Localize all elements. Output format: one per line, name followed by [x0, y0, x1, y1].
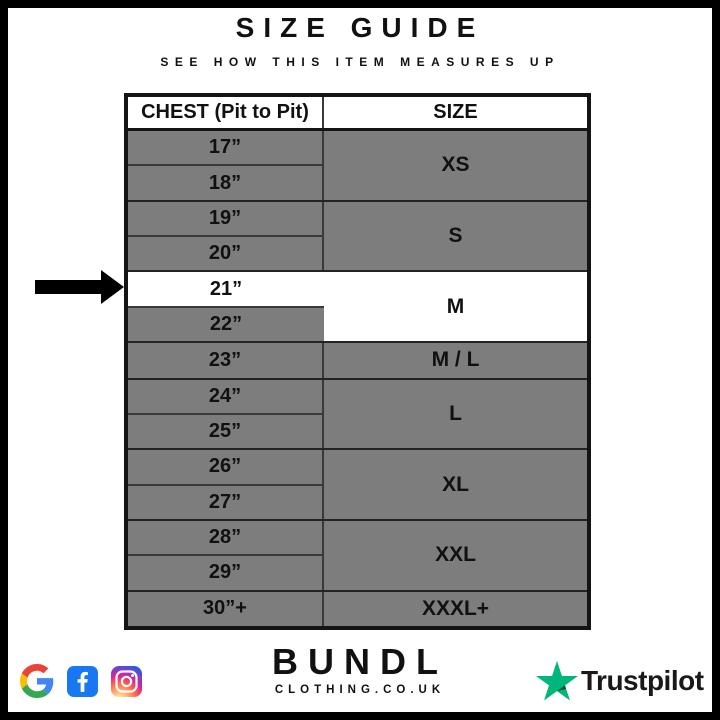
size-table-body: [128, 131, 587, 626]
size-group-ml: [128, 341, 587, 377]
measurement-column: [128, 450, 324, 519]
measurement-cell: 23”: [128, 343, 322, 377]
size-cell: S: [324, 202, 587, 271]
size-cell: L: [324, 380, 587, 449]
measurement-cell: 25”: [128, 413, 322, 448]
measurement-cell: 28”: [128, 521, 322, 554]
brand-domain: CLOTHING.CO.UK: [274, 684, 446, 696]
measurement-cell: 17”: [128, 131, 322, 164]
measurement-column: [128, 592, 324, 626]
instagram-icon: [111, 666, 142, 697]
trustpilot-wordmark: Trustpilot: [581, 665, 704, 696]
size-cell: XL: [324, 450, 587, 519]
measurement-cell: 18”: [128, 164, 322, 199]
size-group-s: [128, 200, 587, 271]
measurement-column: [128, 131, 324, 200]
size-cell: XS: [324, 131, 587, 200]
measurement-cell: 26”: [128, 450, 322, 483]
size-group-xl: [128, 448, 587, 519]
measurement-column: [128, 272, 324, 341]
measurement-cell: 19”: [128, 202, 322, 235]
size-group-xs: [128, 131, 587, 200]
measurement-cell: 21”: [128, 272, 324, 305]
trustpilot-logo: [536, 660, 704, 702]
arrow-head: [101, 270, 124, 304]
google-icon: [20, 664, 54, 698]
measurement-column: [128, 343, 324, 377]
facebook-icon: [67, 666, 98, 697]
size-group-l: [128, 378, 587, 449]
measurement-column: [128, 380, 324, 449]
measurement-column: [128, 202, 324, 271]
measurement-cell: 22”: [128, 306, 324, 341]
measurement-cell: 27”: [128, 484, 322, 519]
social-icons: [20, 664, 142, 698]
measurement-cell: 29”: [128, 554, 322, 589]
size-cell: XXL: [324, 521, 587, 590]
measurement-cell: 24”: [128, 380, 322, 413]
page-title: SIZE GUIDE: [235, 12, 485, 43]
size-group-xxxl: [128, 590, 587, 626]
measurement-cell: 20”: [128, 235, 322, 270]
size-cell: XXXL+: [324, 592, 587, 626]
size-guide-table: [124, 93, 591, 630]
arrow-shaft: [35, 280, 103, 294]
column-header-size: SIZE: [433, 101, 478, 123]
page-subtitle: SEE HOW THIS ITEM MEASURES UP: [160, 55, 560, 69]
column-header-chest: CHEST (Pit to Pit): [128, 97, 324, 128]
brand-name: BUNDL: [272, 641, 448, 682]
trustpilot-star-icon: [536, 660, 578, 702]
size-group-xxl: [128, 519, 587, 590]
measurement-cell: 30”+: [128, 592, 322, 626]
size-cell: M / L: [324, 343, 587, 377]
size-group-m: [128, 270, 587, 341]
arrow-right-icon: [35, 270, 124, 304]
table-header-row: [128, 97, 587, 131]
size-cell: M: [324, 272, 587, 341]
measurement-column: [128, 521, 324, 590]
